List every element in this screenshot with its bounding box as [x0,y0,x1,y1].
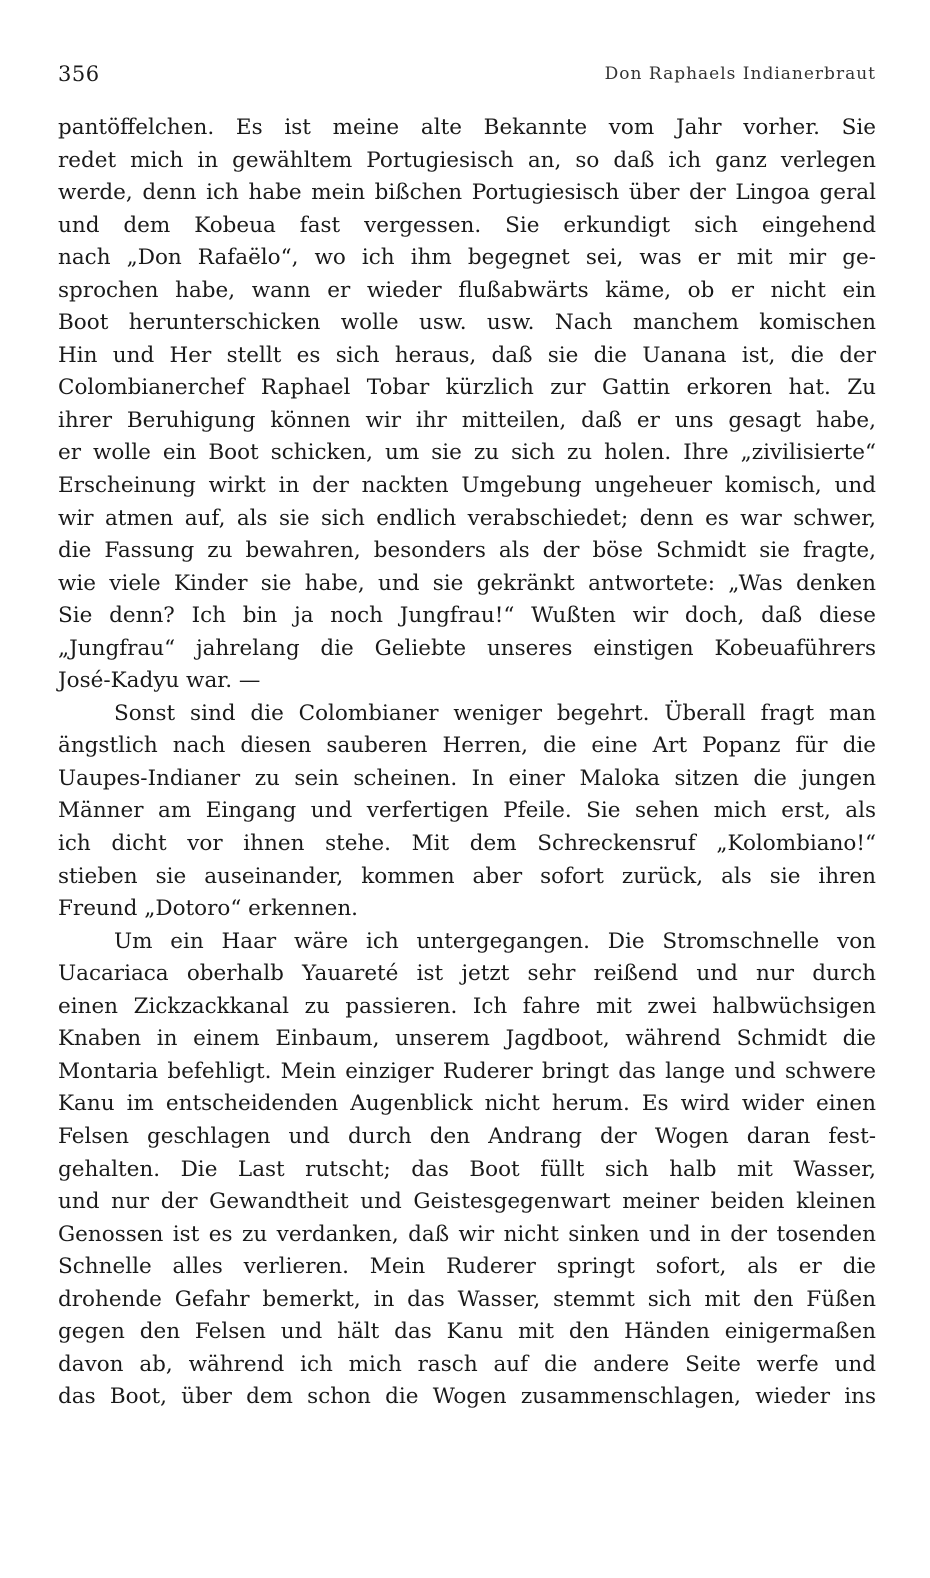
text-line: er wolle ein Boot schicken, um sie zu sich zu holen. Ihre „zivilisierte“ [58,440,876,466]
text-line: nach „Don Rafaëlo“, wo ich ihm begegnet sei, was er mit mir ge- [58,245,876,271]
text-line: redet mich in gewähltem Portugiesisch an, so daß ich ganz verlegen [58,147,876,173]
body-text [58,112,876,1414]
paragraph [58,698,876,926]
text-line: und nur der Gewandtheit und Geistesgegenwart meiner beiden kleinen [58,1189,876,1215]
text-line: Uaupes-Indianer zu sein scheinen. In einer Maloka sitzen die jungen [58,765,876,791]
paragraph [58,926,876,1414]
text-line: einen Zickzackkanal zu passieren. Ich fahre mit zwei halbwüchsigen [58,993,876,1019]
text-line: stieben sie auseinander, kommen aber sofort zurück, als sie ihren [58,863,876,889]
text-line: Boot herunterschicken wolle usw. usw. Nach manchem komischen [58,310,876,336]
text-line: wie viele Kinder sie habe, und sie gekränkt antwortete: „Was denken [58,570,876,596]
paragraph [58,112,876,698]
text-line: Genossen ist es zu verdanken, daß wir nicht sinken und in der tosenden [58,1221,876,1247]
text-line: Felsen geschlagen und durch den Andrang der Wogen daran fest- [58,1123,876,1149]
text-line: ich dicht vor ihnen stehe. Mit dem Schreckensruf „Kolombiano!“ [58,831,876,857]
text-line: Knaben in einem Einbaum, unserem Jagdboot, während Schmidt die [58,1026,876,1052]
page-header [58,62,876,92]
text-line: Colombianerchef Raphael Tobar kürzlich zur Gattin erkoren hat. Zu [58,375,876,401]
text-line: drohende Gefahr bemerkt, in das Wasser, stemmt sich mit den Füßen [58,1286,876,1312]
text-line: „Jungfrau“ jahrelang die Geliebte unseres einstigen Kobeuaführers [58,635,876,661]
text-line: Kanu im entscheidenden Augenblick nicht herum. Es wird wider einen [58,1091,876,1117]
text-line: ängstlich nach diesen sauberen Herren, die eine Art Popanz für die [58,733,876,759]
text-line: Erscheinung wirkt in der nackten Umgebung ungeheuer komisch, und [58,473,876,499]
text-line: Hin und Her stellt es sich heraus, daß sie die Uanana ist, die der [58,342,876,368]
text-line: José-Kadyu war. — [58,668,261,694]
text-line: ihrer Beruhigung können wir ihr mitteilen, daß er uns gesagt habe, [58,407,876,433]
text-line: wir atmen auf, als sie sich endlich verabschiedet; denn es war schwer, [58,505,876,531]
text-line: werde, denn ich habe mein bißchen Portugiesisch über der Lingoa geral [58,180,876,206]
text-line: Um ein Haar wäre ich untergegangen. Die Stromschnelle von [114,928,876,954]
text-line: die Fassung zu bewahren, besonders als der böse Schmidt sie fragte, [58,538,876,564]
text-line: Freund „Dotoro“ erkennen. [58,896,359,922]
text-line: davon ab, während ich mich rasch auf die andere Seite werfe und [58,1351,876,1377]
text-line: gegen den Felsen und hält das Kanu mit den Händen einigermaßen [58,1319,876,1345]
text-line: das Boot, über dem schon die Wogen zusammenschlagen, wieder ins [58,1384,876,1410]
text-line: sprochen habe, wann er wieder flußabwärts käme, ob er nicht ein [58,277,876,303]
text-line: pantöffelchen. Es ist meine alte Bekannte vom Jahr vorher. Sie [58,115,876,140]
text-line: Montaria befehligt. Mein einziger Ruderer bringt das lange und schwere [58,1058,876,1084]
text-line: Uacariaca oberhalb Yauareté ist jetzt sehr reißend und nur durch [58,961,876,987]
text-line: Schnelle alles verlieren. Mein Ruderer springt sofort, als er die [58,1254,876,1280]
text-line: Sie denn? Ich bin ja noch Jungfrau!“ Wußten wir doch, daß diese [58,603,876,629]
text-line: Sonst sind die Colombianer weniger begehrt. Überall fragt man [114,700,876,726]
page-number: 356 [58,62,100,86]
text-line: und dem Kobeua fast vergessen. Sie erkundigt sich eingehend [58,212,876,238]
text-line: gehalten. Die Last rutscht; das Boot füllt sich halb mit Wasser, [58,1156,876,1182]
text-line: Männer am Eingang und verfertigen Pfeile. Sie sehen mich erst, als [58,798,876,824]
running-title: Don Raphaels Indianerbraut [604,64,876,84]
